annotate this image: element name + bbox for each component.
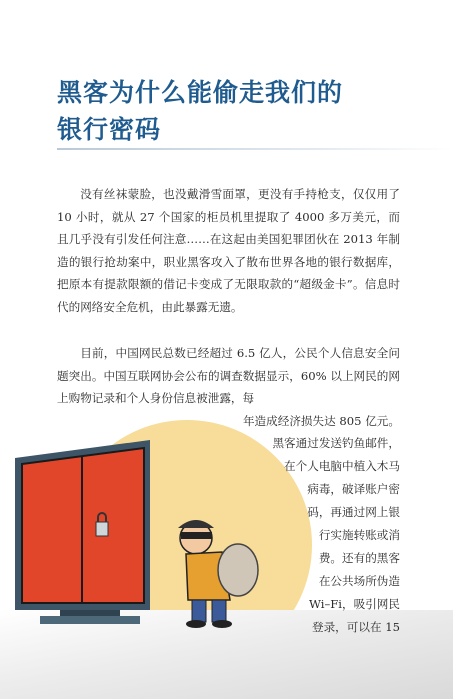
wrap-line: 在公共场所伪造 [318,574,400,588]
hacker-figure [178,520,258,628]
wrap-line: 黑客通过发送钓鱼邮件， [272,436,400,450]
paragraph-1: 没有丝袜蒙脸，也没戴滑雪面罩，更没有手持枪支，仅仅用了 10 小时，就从 27 个国家的柜员机里提取了 4000 多万美元，而且几乎没有引发任何注意……在这起由美国犯罪团伙在 2013 年制造的银行抢劫案中，职业黑客攻入了散布世界各地的银行数据库，把原本有提款限额的借记卡变成了无限取款的“超级金卡”。信息时代的网络安全危机，由此暴露无遗。 [57,187,400,314]
wrap-line: Wi–Fi，吸引网民 [309,597,400,611]
wrap-line: 在个人电脑中植入木马 [284,459,400,473]
title-line-2: 银行密码 [57,115,162,144]
wrap-line: 病毒，破译账户密 [307,482,400,496]
paragraph-2: 目前，中国网民总数已经超过 6.5 亿人，公民个人信息安全问题突出。中国互联网协会公布的调查数据显示，60% 以上网民的网上购物记录和个人身份信息被泄露，每 [57,346,400,406]
monitor-illustration [15,440,150,624]
wrap-line: 行实施转账或消 [318,528,400,542]
article-title [57,74,343,148]
title-divider [57,148,453,150]
wrap-line: 费。还有的黑客 [318,551,400,565]
wrap-line: 登录，可以在 15 [311,620,400,634]
paragraph-2-end: 年造成经济损失达 805 亿元。 [242,414,400,428]
title-line-1: 黑客为什么能偷走我们的 [57,78,344,107]
hacker-illustration [0,440,300,640]
wrap-line: 码，再通过网上银 [307,505,400,519]
